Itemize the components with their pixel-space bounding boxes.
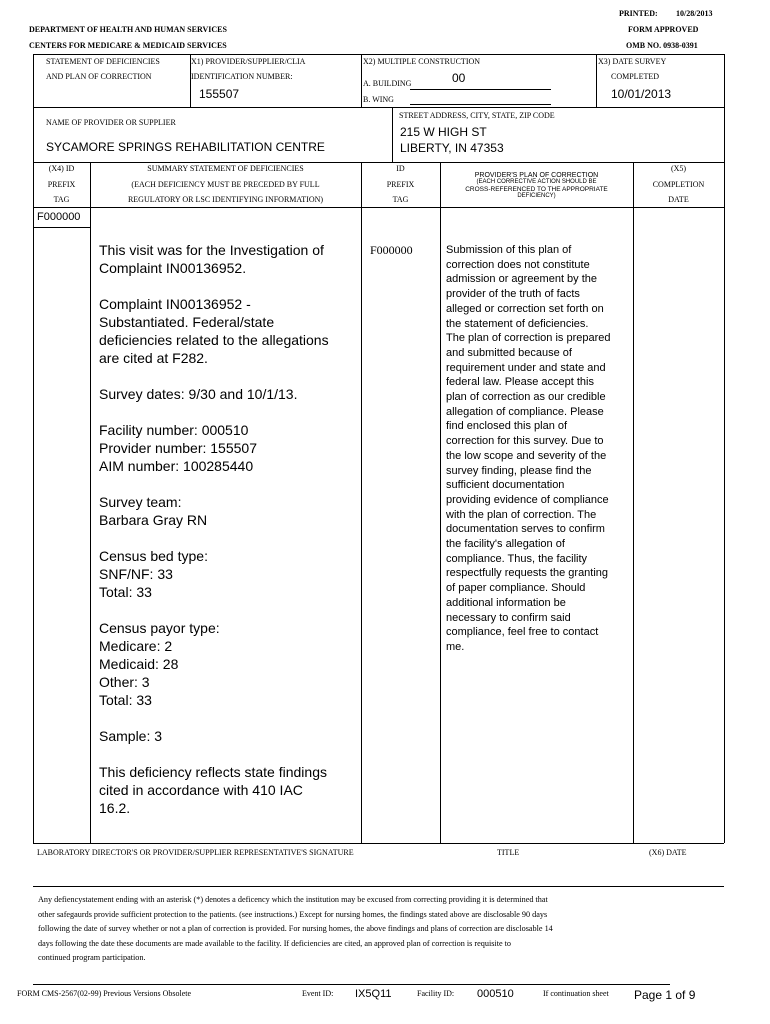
plan-of-correction-text: Submission of this plan of correction does not constitute admission or agreement by the provider of the truth of facts alleged or correction set forth on the statement of deficiencies. The plan of correction is prepared and submitted because of requirement under and state and federal law. Please accept this plan of correction as our credible allegation of compliance. Please find enclosed this plan of correction for this survey. Due to the low scope and severity of the survey finding, please find the sufficient documentation providing evidence of compliance with the plan of correction. The documentation serves to confirm the facility's allegation of compliance. Thus, the facility respectfully requests the granting of paper compliance. Should additional information be necessary to confirm said compliance, feel free to contact me.	[446, 244, 611, 653]
wing-label: B. WING	[363, 95, 394, 104]
id-header-line3: TAG	[392, 195, 409, 204]
signature-label: LABORATORY DIRECTOR'S OR PROVIDER/SUPPLIER REPRESENTATIVE'S SIGNATURE	[37, 848, 354, 857]
x5-header-line3: DATE	[668, 195, 689, 204]
id-header-line2: PREFIX	[386, 180, 415, 189]
printed-label: PRINTED:	[619, 9, 658, 18]
plan-header-line1: PROVIDER'S PLAN OF CORRECTION	[474, 172, 599, 179]
x4-header-line2: PREFIX	[47, 180, 76, 189]
x1-label-line1: X1) PROVIDER/SUPPLIER/CLIA	[191, 57, 306, 66]
provider-id-value: 155507	[199, 87, 240, 101]
x5-header-line1: (X5)	[670, 164, 687, 173]
address-city: LIBERTY, IN 47353	[400, 141, 504, 155]
centers-title: CENTERS FOR MEDICARE & MEDICAID SERVICES	[29, 41, 227, 50]
x4-header-line1: (X4) ID	[48, 164, 75, 173]
address-street: 215 W HIGH ST	[400, 125, 487, 139]
department-title: DEPARTMENT OF HEALTH AND HUMAN SERVICES	[29, 25, 227, 34]
statement-label-line2: AND PLAN OF CORRECTION	[46, 72, 152, 81]
plan-header-line3: CROSS-REFERENCED TO THE APPROPRIATE	[465, 186, 608, 193]
x3-label-line2: COMPLETED	[611, 72, 659, 81]
provider-name-label: NAME OF PROVIDER OR SUPPLIER	[46, 118, 176, 127]
deficiency-tag: F000000	[37, 211, 81, 223]
plan-tag: F000000	[370, 243, 413, 257]
x1-label-line2: IDENTIFICATION NUMBER:	[191, 72, 293, 81]
building-value: 00	[452, 71, 466, 85]
survey-completed-date: 10/01/2013	[611, 87, 672, 101]
summary-header-line2: (EACH DEFICIENCY MUST BE PRECEDED BY FULL	[131, 180, 320, 189]
id-header-line1: ID	[396, 164, 405, 173]
address-label: STREET ADDRESS, CITY, STATE, ZIP CODE	[399, 111, 555, 120]
facility-id-value: 000510	[477, 988, 514, 1000]
printed-date: 10/28/2013	[676, 9, 713, 18]
x4-header-line3: TAG	[53, 195, 70, 204]
summary-statement: This visit was for the Investigation of Complaint IN00136952. Complaint IN00136952 - Substantiated. Federal/state deficiencies related to the allegations are cited at F282. Survey dates: 9/30 and 10/1/13. Facility number: 000510 Provider number: 155507 AIM number: 100285440 Survey team: Barbara Gray RN Census bed type: SNF/NF: 33 Total: 33 Census payor type: Medicare: 2 Medicaid: 28 Other: 3 Total: 33 Sample: 3 This deficiency reflects state findings cited in accordance with 410 IAC 16.2.	[99, 242, 329, 816]
summary-header-line1: SUMMARY STATEMENT OF DEFICIENCIES	[147, 164, 304, 173]
x2-label: X2) MULTIPLE CONSTRUCTION	[363, 57, 481, 66]
disclaimer-footnote: Any defiencystatement ending with an asterisk (*) denotes a deficency which the institution may be excused from correcting providing it is determined that other safegaurds provide sufficient protection to the patients. (see instructions.) Except for nursing homes, the findings stated above are disclosable 90 days following the date of survey whether or not a plan of correction is provided. For nursing homes, the above findings and plans of correction are disclosable 14 days following the date these documents are made available to the facility. If deficiencies are cited, an approved plan of correction is requisite to continued program participation.	[38, 895, 553, 963]
plan-header-line2: (EACH CORRECTIVE ACTION SHOULD BE	[476, 179, 597, 185]
statement-label-line1: STATEMENT OF DEFICIENCIES	[46, 57, 160, 66]
provider-name-value: SYCAMORE SPRINGS REHABILITATION CENTRE	[46, 140, 325, 154]
title-label: TITLE	[497, 848, 520, 857]
page-number: Page 1 of 9	[634, 988, 696, 1002]
plan-header-line4: DEFICIENCY)	[517, 193, 556, 199]
form-id: FORM CMS-2567(02-99) Previous Versions Obsolete	[17, 989, 192, 998]
x5-header-line2: COMPLETION	[652, 180, 705, 189]
date-label: (X6) DATE	[649, 848, 687, 857]
x3-label-line1: X3) DATE SURVEY	[598, 57, 667, 66]
facility-id-label: Facility ID:	[417, 989, 455, 998]
event-id-value: IX5Q11	[355, 988, 392, 1000]
building-label: A. BUILDING	[363, 79, 412, 88]
event-id-label: Event ID:	[302, 989, 334, 998]
form-approved-label: FORM APPROVED	[628, 25, 699, 34]
continuation-label: If continuation sheet	[543, 989, 609, 998]
summary-header-line3: REGULATORY OR LSC IDENTIFYING INFORMATION)	[127, 195, 324, 204]
omb-number: OMB NO. 0938-0391	[626, 41, 698, 50]
